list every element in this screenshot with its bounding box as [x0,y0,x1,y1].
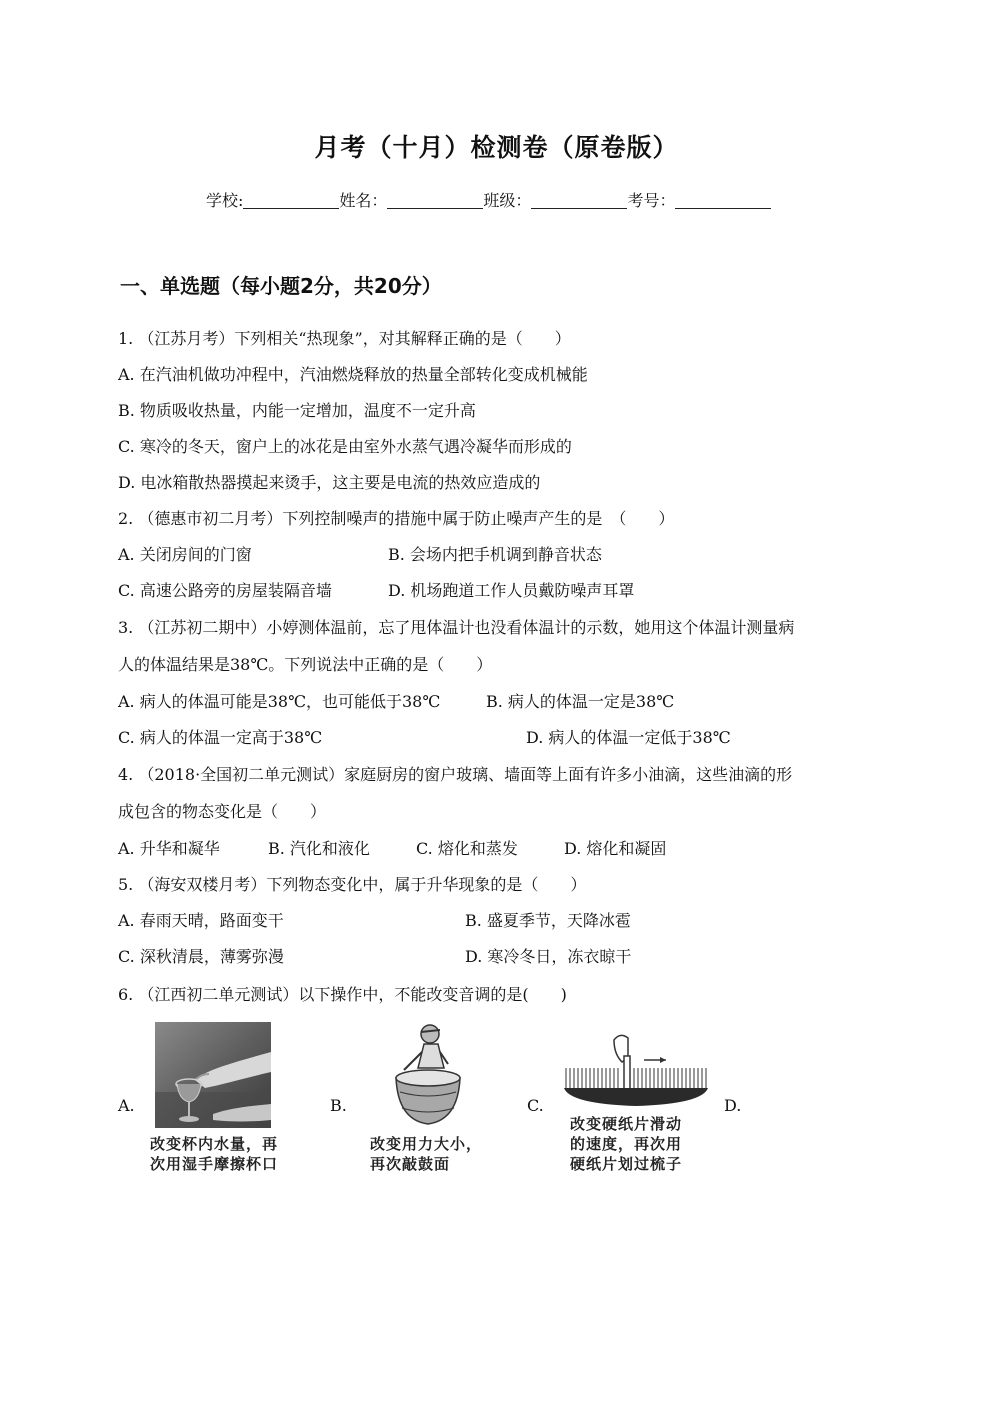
question-3-stem-line2: 人的体温结果是38℃。下列说法中正确的是（ ） [118,655,493,674]
comb-figure [562,1032,710,1110]
glass-rubbing-photo [155,1022,271,1128]
student-info-line [206,188,771,211]
question-4-option-d: D. 熔化和凝固 [564,839,667,858]
section-heading: 一、单选题（每小题2分，共20分） [120,274,442,298]
figure-c-caption [570,1114,682,1174]
question-3-stem-line1: 3. （江苏初二期中）小婷测体温前，忘了甩体温计也没看体温计的示数，她用这个体温计测量病 [118,618,795,637]
question-5-option-a: A. 春雨天晴，路面变干 [118,911,284,930]
question-6-option-d-label: D. [724,1096,742,1115]
question-4-option-b: B. 汽化和液化 [268,839,370,858]
question-2-option-b: B. 会场内把手机调到静音状态 [388,545,602,564]
id-blank [675,192,771,209]
figure-a-caption-line2: 次用湿手摩擦杯口 [150,1155,279,1173]
figure-b-caption-line1: 改变用力大小， [370,1135,483,1153]
question-4-stem-line1: 4. （2018·全国初二单元测试）家庭厨房的窗户玻璃、墙面等上面有许多小油滴，这些油滴的形 [118,765,793,784]
question-2-stem: 2. （德惠市初二月考）下列控制噪声的措施中属于防止噪声产生的是 （ ） [118,509,675,528]
question-1-stem: 1. （江苏月考）下列相关“热现象”，对其解释正确的是（ ） [118,329,571,348]
question-3-option-b: B. 病人的体温一定是38℃ [486,692,675,711]
question-2-option-a: A. 关闭房间的门窗 [118,545,252,564]
drum-figure [388,1020,464,1128]
figure-c-caption-line3: 硬纸片划过梳子 [570,1155,683,1173]
figure-b-caption [370,1134,482,1174]
question-3-option-a: A. 病人的体温可能是38℃，也可能低于38℃ [118,692,441,711]
question-5-option-d: D. 寒冷冬日，冻衣晾干 [465,947,632,966]
class-label: 班级： [483,191,532,210]
figure-a-caption [150,1134,278,1174]
name-blank [387,192,483,209]
figure-c-caption-line2: 的速度，再次用 [570,1135,683,1153]
figure-a-caption-line1: 改变杯内水量，再 [150,1135,279,1153]
question-5-stem: 5. （海安双楼月考）下列物态变化中，属于升华现象的是（ ） [118,875,587,894]
question-1-option-d: D. 电冰箱散热器摸起来烫手，这主要是电流的热效应造成的 [118,473,541,492]
question-3-option-d: D. 病人的体温一定低于38℃ [526,728,731,747]
question-1-option-b: B. 物质吸收热量，内能一定增加，温度不一定升高 [118,401,476,420]
question-2-option-d: D. 机场跑道工作人员戴防噪声耳罩 [388,581,635,600]
figure-b-caption-line2: 再次敲鼓面 [370,1155,451,1173]
page-title: 月考（十月）检测卷（原卷版） [314,133,679,162]
school-blank [243,192,339,209]
question-6-option-a-label: A. [118,1096,135,1115]
question-6-option-c-label: C. [527,1096,544,1115]
question-6-stem: 6. （江西初二单元测试）以下操作中，不能改变音调的是( ) [118,985,567,1004]
question-5-option-c: C. 深秋清晨，薄雾弥漫 [118,947,284,966]
class-blank [531,192,627,209]
question-1-option-c: C. 寒冷的冬天，窗户上的冰花是由室外水蒸气遇冷凝华而形成的 [118,437,572,456]
question-2-option-c: C. 高速公路旁的房屋装隔音墙 [118,581,332,600]
question-1-option-a: A. 在汽油机做功冲程中，汽油燃烧释放的热量全部转化变成机械能 [118,365,588,384]
id-label: 考号： [627,191,676,210]
figure-c-caption-line1: 改变硬纸片滑动 [570,1115,683,1133]
question-5-option-b: B. 盛夏季节，天降冰雹 [465,911,631,930]
question-4-option-c: C. 熔化和蒸发 [416,839,518,858]
question-4-option-a: A. 升华和凝华 [118,839,220,858]
question-3-option-c: C. 病人的体温一定高于38℃ [118,728,323,747]
question-4-stem-line2: 成包含的物态变化是（ ） [118,802,327,821]
school-label: 学校: [206,191,244,210]
question-6-option-b-label: B. [330,1096,347,1115]
name-label: 姓名： [339,191,388,210]
